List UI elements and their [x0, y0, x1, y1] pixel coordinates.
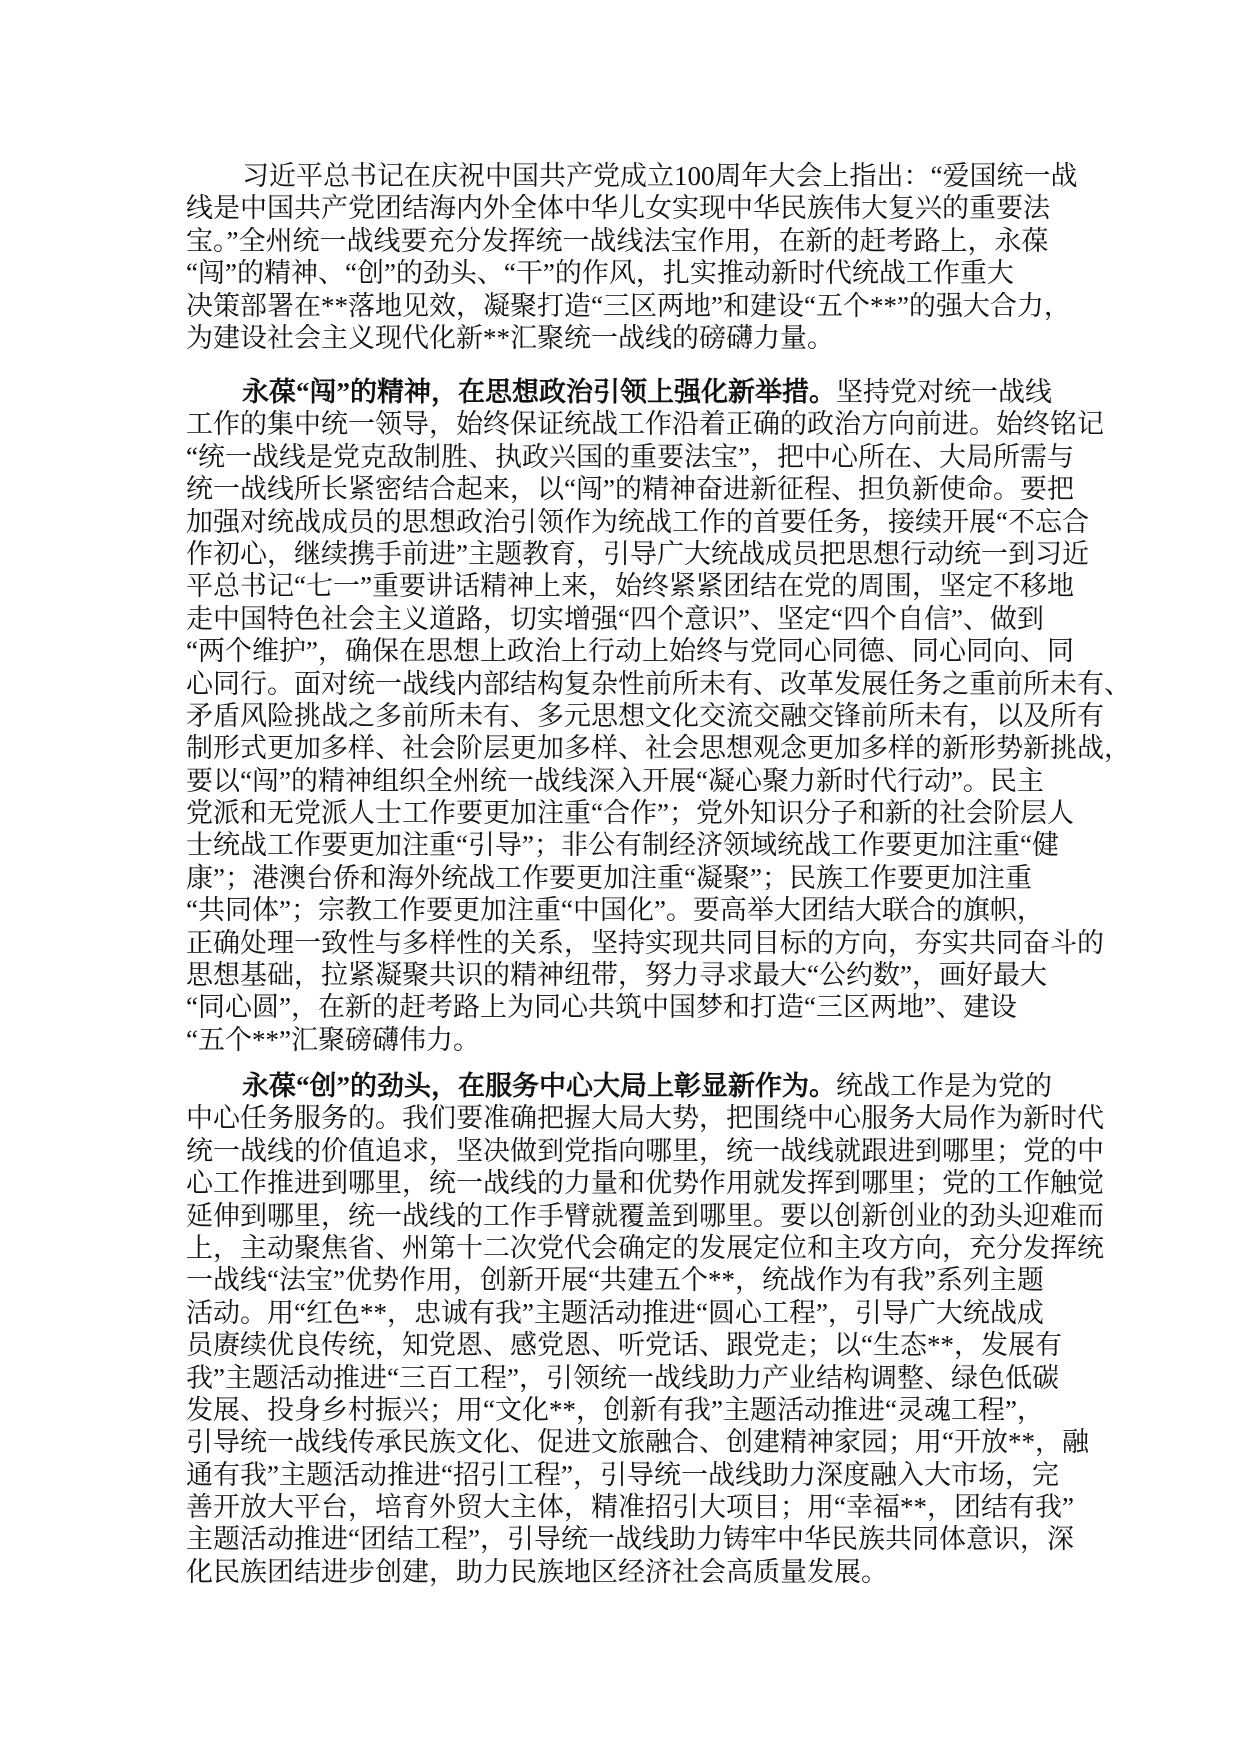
text-line — [186, 991, 1058, 1023]
text-line — [186, 1297, 1058, 1329]
line-text: 正确处理一致性与多样性的关系，坚持实现共同目标的方向，夯实共同奋斗的 — [186, 927, 1104, 958]
paragraph-heading: 永葆“创”的劲头，在服务中心大局上彰显新作为。 — [242, 1071, 836, 1101]
line-text: 士统战工作要更加注重“引导”；非公有制经济领域统战工作要更加注重“健 — [186, 830, 1059, 861]
text-line — [186, 765, 1058, 797]
line-text: 坚持党对统一战线 — [836, 377, 1052, 407]
line-text: 康”；港澳台侨和海外统战工作要更加注重“凝聚”；民族工作要更加注重 — [186, 862, 1032, 893]
line-text: 上，主动聚焦省、州第十二次党代会确定的发展定位和主攻方向，充分发挥统 — [186, 1232, 1104, 1263]
line-text: 矛盾风险挑战之多前所未有、多元思想文化交流交融交锋前所未有，以及所有 — [186, 700, 1104, 731]
line-text: “共同体”；宗教工作要更加注重“中国化”。要高举大团结大联合的旗帜， — [186, 895, 1044, 926]
text-line — [186, 408, 1104, 440]
line-text: 我”主题活动推进“三百工程”，引领统一战线助力产业结构调整、绿色低碳 — [186, 1362, 1059, 1393]
line-text: 中心任务服务的。我们要准确把握大局大势，把围绕中心服务大局作为新时代 — [186, 1103, 1104, 1134]
line-text: “同心圆”，在新的赶考路上为同心共筑中国梦和打造“三区两地”、建设 — [186, 992, 1017, 1023]
text-line — [186, 1459, 1058, 1491]
text-line — [186, 1135, 1104, 1167]
line-text: 要以“闯”的精神组织全州统一战线深入开展“凝心聚力新时代行动”。民主 — [186, 765, 1044, 796]
line-text: 加强对统战成员的思想政治引领作为统战工作的首要任务，接续开展“不忘合 — [186, 506, 1089, 537]
text-line — [186, 1426, 1089, 1458]
text-line — [186, 1167, 1104, 1199]
line-text: 发展、投身乡村振兴；用“文化**，创新有我”主题活动推进“灵魂工程”， — [186, 1394, 1044, 1425]
text-line — [186, 160, 1078, 192]
text-line — [186, 1024, 1058, 1056]
text-line — [186, 635, 1074, 667]
line-text: 主题活动推进“团结工程”，引导统一战线助力铸牢中华民族共同体意识，深 — [186, 1524, 1074, 1555]
text-line — [186, 603, 1058, 635]
text-line — [186, 829, 1058, 861]
line-text: 统一战线所长紧密结合起来，以“闯”的精神奋进新征程、担负新使命。要把 — [186, 474, 1074, 505]
paragraph-heading: 永葆“闯”的精神，在思想政治引领上强化新举措。 — [242, 377, 836, 407]
line-text: 线是中国共产党团结海内外全体中华儿女实现中华民族伟大复兴的重要法 — [186, 193, 1050, 224]
text-line — [186, 290, 1071, 322]
line-text: 统战工作是为党的 — [836, 1071, 1052, 1101]
text-line — [186, 732, 1131, 764]
line-text: 为建设社会主义现代化新**汇聚统一战线的磅礴力量。 — [186, 322, 834, 353]
text-line — [186, 894, 1058, 926]
line-text: 党派和无党派人士工作要更加注重“合作”；党外知识分子和新的社会阶层人 — [186, 798, 1074, 829]
line-text: 心工作推进到哪里，统一战线的力量和优势作用就发挥到哪里；党的工作触觉 — [186, 1168, 1104, 1199]
line-text: 统一战线的价值追求，坚决做到党指向哪里，统一战线就跟进到哪里；党的中 — [186, 1135, 1104, 1166]
paragraph-spirit-of-innovation — [186, 1070, 1104, 1588]
text-line — [186, 570, 1074, 602]
line-text: 活动。用“红色**，忠诚有我”主题活动推进“圆心工程”，引导广大统战成 — [186, 1297, 1044, 1328]
text-line — [186, 959, 1058, 991]
text-line — [186, 1556, 1058, 1588]
line-text: 心同行。面对统一战线内部结构复杂性前所未有、改革发展任务之重前所未有、 — [186, 668, 1131, 699]
line-text: 工作的集中统一领导，始终保证统战工作沿着正确的政治方向前进。始终铭记 — [186, 409, 1104, 440]
text-line — [186, 473, 1074, 505]
line-text: 走中国特色社会主义道路，切实增强“四个意识”、坚定“四个自信”、做到 — [186, 603, 1044, 634]
line-text: “闯”的精神、“创”的劲头、“干”的作风，扎实推动新时代统战工作重大 — [186, 258, 1014, 289]
text-line — [186, 1523, 1074, 1555]
text-line — [186, 927, 1104, 959]
paragraph-spirit-of-daring — [186, 376, 1131, 1056]
text-line — [186, 322, 1058, 354]
text-line — [186, 441, 1074, 473]
text-line — [186, 1264, 1058, 1296]
line-text: 延伸到哪里，统一战线的工作手臂就覆盖到哪里。要以创新创业的劲头迎难而 — [186, 1200, 1104, 1231]
text-line — [186, 192, 1058, 224]
text-line — [186, 700, 1104, 732]
line-text: 一战线“法宝”优势作用，创新开展“共建五个**，统战作为有我”系列主题 — [186, 1265, 1044, 1296]
line-text: 通有我”主题活动推进“招引工程”，引导统一战线助力深度融入大市场，完 — [186, 1459, 1059, 1490]
line-text: 化民族团结进步创建，助力民族地区经济社会高质量发展。 — [186, 1556, 888, 1587]
text-line — [186, 1200, 1104, 1232]
text-line — [186, 225, 1058, 257]
line-text: “统一战线是党克敌制胜、执政兴国的重要法宝”，把中心所在、大局所需与 — [186, 441, 1074, 472]
line-text: 员赓续优良传统，知党恩、感党恩、听党话、跟党走；以“生态**，发展有 — [186, 1330, 1062, 1361]
line-text: “两个维护”，确保在思想上政治上行动上始终与党同心同德、同心同向、同 — [186, 636, 1074, 667]
line-text: 决策部署在**落地见效，凝聚打造“三区两地”和建设“五个**”的强大合力， — [186, 290, 1071, 321]
text-line — [186, 1102, 1104, 1134]
text-line — [186, 376, 1058, 408]
line-text: 思想基础，拉紧凝聚共识的精神纽带，努力寻求最大“公约数”，画好最大 — [186, 960, 1047, 991]
text-line — [186, 538, 1089, 570]
line-text: 宝。”全州统一战线要充分发挥统一战线法宝作用，在新的赶考路上，永葆 — [186, 225, 1049, 256]
text-line — [186, 1394, 1058, 1426]
text-line — [186, 1329, 1062, 1361]
text-line — [186, 257, 1058, 289]
text-line — [186, 862, 1058, 894]
line-text: 制形式更加多样、社会阶层更加多样、社会思想观念更加多样的新形势新挑战， — [186, 733, 1131, 764]
line-text: 善开放大平台，培育外贸大主体，精准招引大项目；用“幸福**，团结有我” — [186, 1492, 1074, 1523]
text-line — [186, 506, 1089, 538]
text-line — [186, 668, 1131, 700]
text-line — [186, 1362, 1058, 1394]
text-line — [186, 1070, 1058, 1102]
text-line — [186, 1232, 1104, 1264]
line-text: 平总书记“七一”重要讲话精神上来，始终紧紧团结在党的周围，坚定不移地 — [186, 571, 1074, 602]
text-line — [186, 1491, 1074, 1523]
line-text: 引导统一战线传承民族文化、促进文旅融合、创建精神家园；用“开放**，融 — [186, 1427, 1089, 1458]
line-text: “五个**”汇聚磅礴伟力。 — [186, 1024, 480, 1055]
paragraph-intro — [186, 160, 1078, 354]
line-text: 习近平总书记在庆祝中国共产党成立100周年大会上指出：“爱国统一战 — [242, 161, 1078, 191]
line-text: 作初心，继续携手前进”主题教育，引导广大统战成员把思想行动统一到习近 — [186, 538, 1089, 569]
text-line — [186, 797, 1074, 829]
